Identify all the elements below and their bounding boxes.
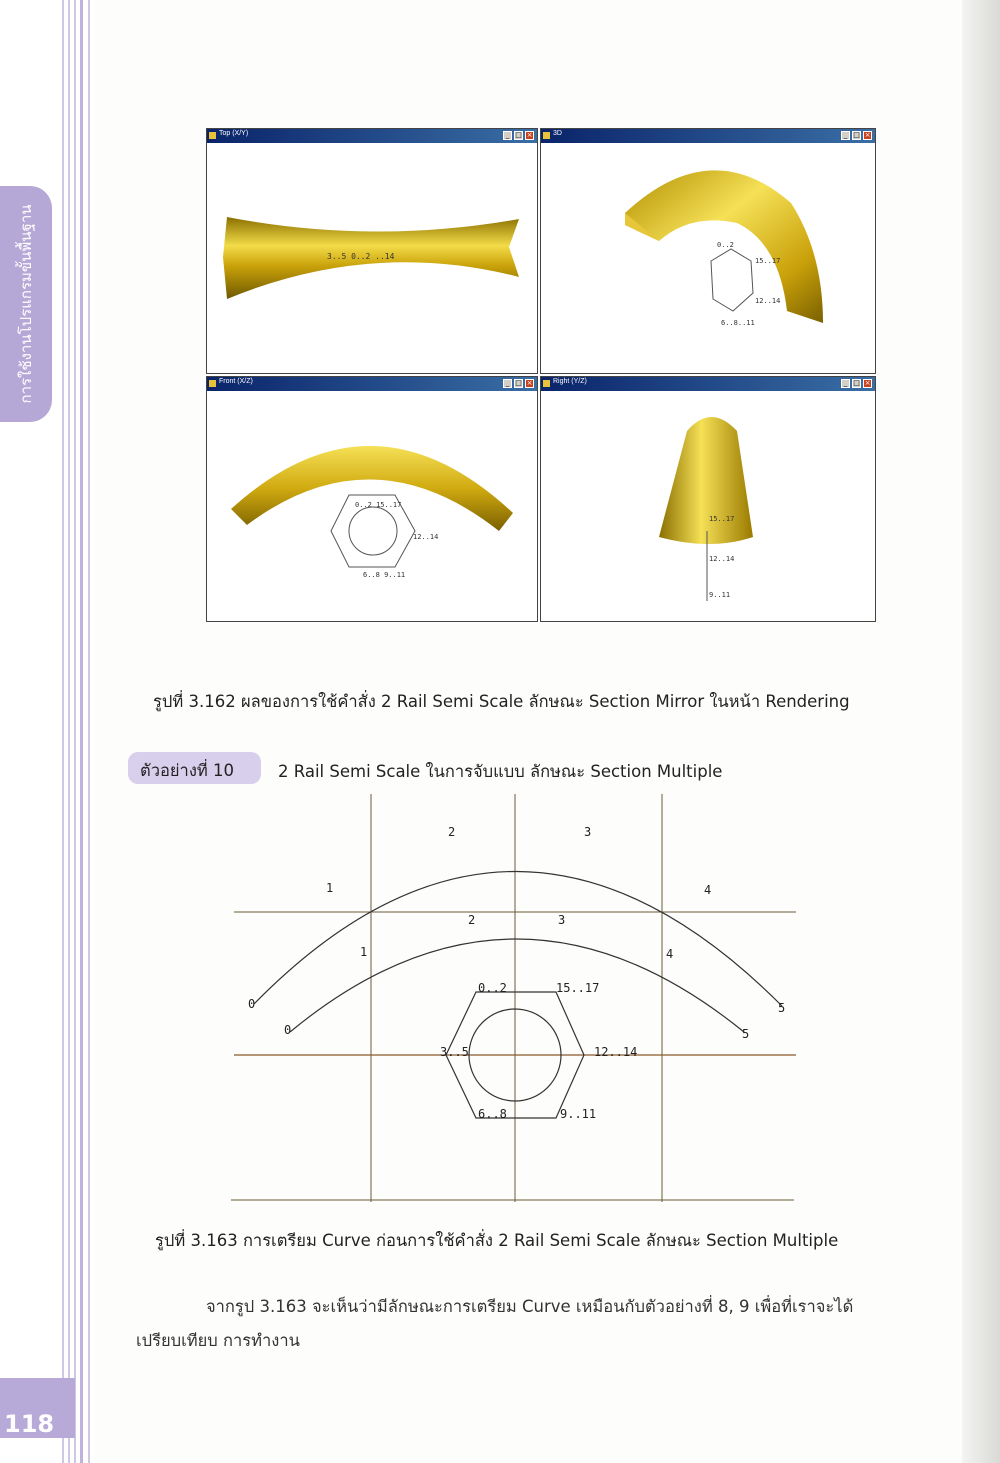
paragraph-line-2: เปรียบเทียบ การทำงาน: [136, 1331, 300, 1350]
svg-text:0..2: 0..2: [717, 241, 734, 249]
inner-label: 0: [284, 1023, 292, 1037]
maximize-button[interactable]: □: [515, 131, 522, 139]
svg-text:0..2 15..17: 0..2 15..17: [355, 501, 402, 509]
viewport-top[interactable]: [206, 128, 538, 374]
viewport-title: Front (X/Z): [219, 378, 253, 385]
close-button[interactable]: ×: [864, 131, 871, 139]
outer-label: 1: [326, 881, 334, 895]
minimize-button[interactable]: _: [503, 131, 512, 140]
close-button[interactable]: ×: [864, 379, 871, 387]
svg-text:12..14: 12..14: [709, 555, 735, 563]
svg-text:12..14: 12..14: [413, 533, 439, 541]
viewport-3d[interactable]: [540, 128, 876, 374]
figure-162-caption: รูปที่ 3.162 ผลของการใช้คำสั่ง 2 Rail Semi Scale ลักษณะ Section Mirror ในหน้า Rendering: [153, 692, 850, 711]
example-badge-label: ตัวอย่างที่ 10: [140, 761, 234, 780]
outer-label: 5: [778, 1001, 786, 1015]
3d-view-render: [541, 143, 875, 373]
inner-label: 2: [468, 913, 476, 927]
viewport-right[interactable]: [540, 376, 876, 622]
viewport-title: 3D: [553, 130, 562, 137]
curve-drawing: [226, 794, 806, 1214]
example-badge: [128, 752, 261, 784]
minimize-button[interactable]: _: [503, 379, 512, 388]
svg-text:6..8 9..11: 6..8 9..11: [363, 571, 406, 579]
svg-text:6..8..11: 6..8..11: [721, 319, 755, 327]
viewport-title-bar[interactable]: [207, 129, 537, 143]
section-label: 9..11: [560, 1107, 597, 1121]
svg-text:9..11: 9..11: [709, 591, 731, 599]
maximize-button[interactable]: □: [515, 379, 522, 387]
minimize-button[interactable]: _: [841, 131, 850, 140]
svg-text:3..5 0..2 ..14: 3..5 0..2 ..14: [327, 252, 395, 261]
viewport-title-bar[interactable]: [541, 377, 875, 391]
svg-text:12..14: 12..14: [755, 297, 781, 305]
maximize-button[interactable]: □: [853, 131, 860, 139]
viewport-title: Right (Y/Z): [553, 378, 587, 385]
inner-label: 3: [558, 913, 566, 927]
example-title: 2 Rail Semi Scale ในการจับแบบ ลักษณะ Section Multiple: [278, 762, 723, 781]
page-edge-shadow: [962, 0, 1000, 1463]
paragraph-line-1: จากรูป 3.163 จะเห็นว่ามีลักษณะการเตรียม Curve เหมือนกับตัวอย่างที่ 8, 9 เพื่อที่เราจะได้: [206, 1297, 854, 1316]
figure-163-caption: รูปที่ 3.163 การเตรียม Curve ก่อนการใช้คำสั่ง 2 Rail Semi Scale ลักษณะ Section Multiple: [155, 1231, 839, 1250]
window-icon: [543, 380, 550, 387]
section-label: 15..17: [556, 981, 600, 995]
section-label: 12..14: [594, 1045, 638, 1059]
top-view-render: [207, 143, 537, 373]
svg-text:15..17: 15..17: [755, 257, 781, 265]
window-icon: [209, 380, 216, 387]
right-view-render: [541, 391, 875, 621]
inner-label: 5: [742, 1027, 750, 1041]
viewport-title: Top (X/Y): [219, 130, 249, 137]
minimize-button[interactable]: _: [841, 379, 850, 388]
viewport-front[interactable]: [206, 376, 538, 622]
svg-text:15..17: 15..17: [709, 515, 735, 523]
chapter-title: การใช้งานโปรแกรมขั้นพื้นฐาน: [17, 204, 35, 404]
maximize-button[interactable]: □: [853, 379, 860, 387]
outer-label: 2: [448, 825, 456, 839]
close-button[interactable]: ×: [526, 379, 533, 387]
page-number: 118: [4, 1410, 55, 1438]
front-view-render: [207, 391, 537, 621]
window-icon: [543, 132, 550, 139]
viewport-title-bar[interactable]: [207, 377, 537, 391]
close-button[interactable]: ×: [526, 131, 533, 139]
window-icon: [209, 132, 216, 139]
inner-label: 1: [360, 945, 368, 959]
section-label: 0..2: [478, 981, 507, 995]
inner-label: 4: [666, 947, 674, 961]
viewport-title-bar[interactable]: [541, 129, 875, 143]
outer-label: 4: [704, 883, 712, 897]
section-label: 3..5: [440, 1045, 469, 1059]
outer-label: 3: [584, 825, 592, 839]
outer-label: 0: [248, 997, 256, 1011]
section-label: 6..8: [478, 1107, 507, 1121]
